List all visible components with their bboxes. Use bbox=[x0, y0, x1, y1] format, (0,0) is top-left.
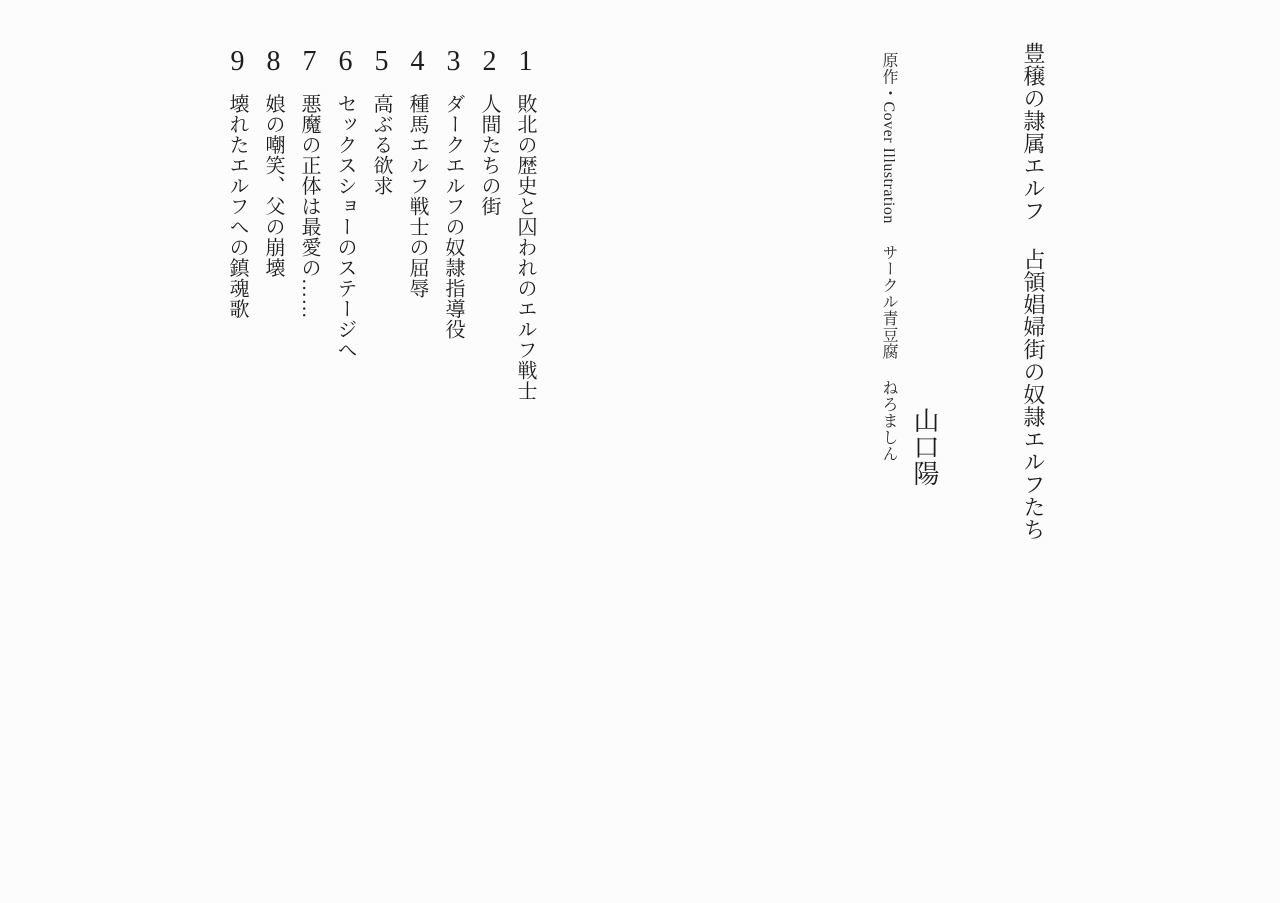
chapter-number: 5 bbox=[366, 46, 397, 78]
chapter-number: 7 bbox=[294, 46, 325, 78]
chapter-gap bbox=[417, 78, 418, 94]
credit-artist: ねろましん bbox=[880, 379, 897, 462]
chapter-title: セックスショーのステージへ bbox=[334, 93, 356, 360]
toc-chapter-5 bbox=[363, 46, 399, 466]
chapter-title: ダークエルフの奴隷指導役 bbox=[442, 93, 464, 340]
credit-circle: サークル青豆腐 bbox=[880, 243, 897, 360]
title-separator-gap bbox=[1033, 222, 1034, 248]
author-name: 山口陽 bbox=[910, 407, 939, 487]
book-title-main: 豊穣の隷属エルフ bbox=[1021, 42, 1046, 222]
toc-chapter-4 bbox=[399, 46, 435, 466]
chapter-gap bbox=[237, 78, 238, 94]
chapter-gap bbox=[453, 78, 454, 94]
toc-chapter-7 bbox=[291, 46, 327, 466]
book-title bbox=[1018, 42, 1048, 541]
toc-chapter-6 bbox=[327, 46, 363, 466]
chapter-title: 人間たちの街 bbox=[478, 93, 500, 217]
chapter-title: 娘の嘲笑、父の崩壊 bbox=[262, 93, 284, 278]
chapter-gap bbox=[525, 78, 526, 94]
credit-role: 原作・Cover Illustration bbox=[880, 52, 897, 224]
credits bbox=[876, 52, 900, 462]
chapter-title: 悪魔の正体は最愛の…… bbox=[298, 93, 320, 319]
toc-chapter-3 bbox=[435, 46, 471, 466]
chapter-number: 8 bbox=[258, 46, 289, 78]
chapter-title: 種馬エルフ戦士の屈辱 bbox=[406, 93, 428, 299]
chapter-number: 2 bbox=[474, 46, 505, 78]
toc-chapter-1 bbox=[507, 46, 543, 466]
chapter-number: 6 bbox=[330, 46, 361, 78]
chapter-gap bbox=[381, 78, 382, 94]
chapter-gap bbox=[345, 78, 346, 94]
chapter-number: 3 bbox=[438, 46, 469, 78]
book-subtitle: 占領娼婦街の奴隷エルフたち bbox=[1021, 248, 1046, 541]
toc-chapter-9 bbox=[219, 46, 255, 466]
toc-chapter-8 bbox=[255, 46, 291, 466]
chapter-gap bbox=[309, 78, 310, 94]
chapter-title: 壊れたエルフへの鎮魂歌 bbox=[226, 93, 248, 319]
table-of-contents bbox=[219, 46, 543, 466]
chapter-number: 9 bbox=[222, 46, 253, 78]
chapter-number: 4 bbox=[402, 46, 433, 78]
chapter-number: 1 bbox=[510, 46, 541, 78]
chapter-title: 高ぶる欲求 bbox=[370, 93, 392, 196]
credit-gap-1 bbox=[888, 224, 889, 244]
credit-gap-2 bbox=[888, 359, 889, 379]
chapter-gap bbox=[273, 78, 274, 94]
toc-chapter-2 bbox=[471, 46, 507, 466]
chapter-title: 敗北の歴史と囚われのエルフ戦士 bbox=[514, 93, 536, 401]
chapter-gap bbox=[489, 78, 490, 94]
